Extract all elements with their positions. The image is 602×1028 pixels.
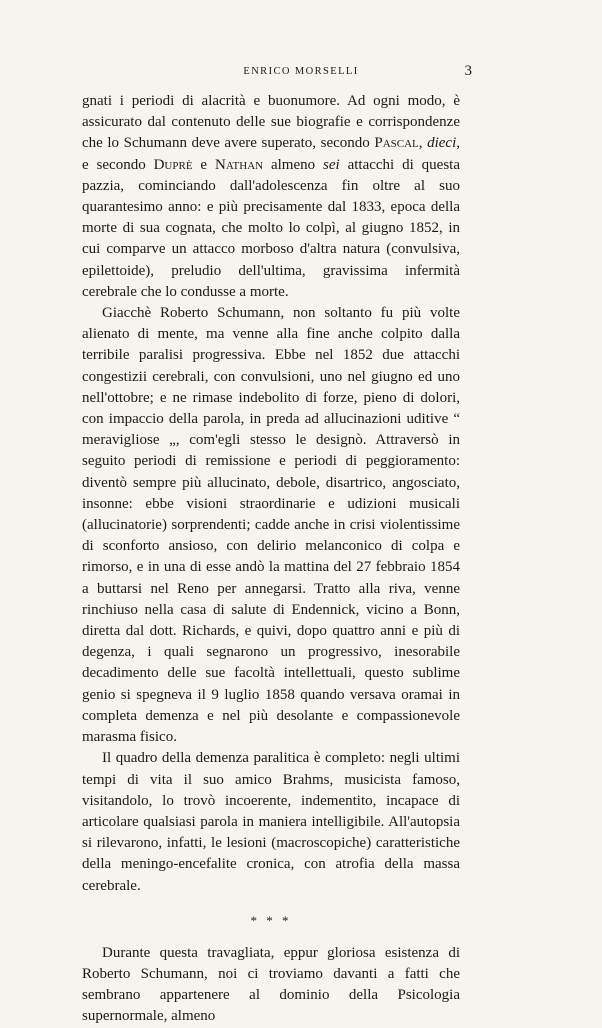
text-run: attacchi di questa pazzia, cominciando dall'adolescenza fin oltre al suo quarantesimo anno: e più precisamente dal 1833, epoca della morte di sua cognata, che molto lo colpì, al giugno 1852, in cui comparve un attacco morboso d'altra natura (convulsiva, epilettoide), preludio dell'ultima, gravissima infermità cerebrale che lo condusse a morte. — [82, 156, 460, 300]
text-run: , e secondo — [82, 135, 460, 173]
author-name: Duprè — [153, 156, 193, 173]
paragraph — [82, 303, 460, 748]
closing-paragraph: Durante questa travagliata, eppur gloriosa esistenza di Roberto Schumann, noi ci troviamo davanti a fatti che sembrano appartenere al dominio della Psicologia supernormale, almeno — [82, 944, 460, 1025]
text-run: almeno — [263, 156, 324, 173]
running-title: ENRICO MORSELLI — [243, 66, 359, 77]
body-text — [82, 91, 460, 1028]
text-run: Giacchè Roberto Schumann, non soltanto fu più volte alienato di mente, ma venne alla fine anche colpito dalla terribile paralisi progressiva. Ebbe nel 1852 due attacchi congestizii cerebrali, con convulsioni, uno nel giugno ed uno nell'ottobre; e ne rimase indebolito di forze, pieno di dolori, con impaccio della parola, in preda ad allucinazioni uditive “ meravigliose „, com'egli stesso le designò. Attraversò in seguito periodi di remissione e periodi di peggioramento: diventò sempre più allucinato, debole, disartrico, angosciato, insonne: ebbe visioni straordinarie e udizioni musicali (allucinatorie) sorprendenti; cadde anche in crisi violentissime di sconforto ansioso, con delirio melanconico di colpa e rimorso, e in una di esse andò la mattina del 27 febbraio 1854 a buttarsi nel Reno per annegarsi. Tratto alla riva, venne rinchiuso nella casa di salute di Endennick, vicino a Bonn, diretta dal dott. Richards, e quivi, dopo quattro anni e più di degenza, i quali segnarono un progressivo, inesorabile decadimento delle sue facoltà intellettuali, questo sublime genio si spegneva il 9 luglio 1858 quando versava oramai in completa demenza e nel più desolante e compassionevole marasma fisico. — [82, 305, 460, 746]
section-separator: * * * — [250, 912, 292, 928]
text-run: e — [192, 156, 215, 173]
text-run: gnati i periodi di alacrità e buonumore. Ad ogni modo, è assicurato dal contenuto delle sue biografie e corrispondenze che lo Schumann deve avere superato, secondo — [82, 93, 460, 152]
paragraph — [82, 748, 460, 896]
emphasis: dieci — [427, 135, 457, 152]
paragraph-group — [82, 91, 460, 897]
page-number: 3 — [464, 63, 472, 79]
text-run: Il quadro della demenza paralitica è completo: negli ultimi tempi di vita il suo amico Brahms, musicista famoso, visitandolo, lo trovò incoerente, indementito, incapace di articolare qualsiasi parola in maniera intelligibile. All'autopsia si rilevarono, infatti, le lesioni (macroscopiche) caratteristiche della meningo-encefalite cronica, con atrofia della massa cerebrale. — [82, 750, 460, 894]
text-run: , — [418, 135, 428, 152]
running-head — [0, 63, 602, 82]
author-name: Pascal — [374, 135, 419, 152]
emphasis: sei — [323, 156, 340, 173]
author-name: Nathan — [214, 156, 264, 173]
paragraph — [82, 91, 460, 303]
